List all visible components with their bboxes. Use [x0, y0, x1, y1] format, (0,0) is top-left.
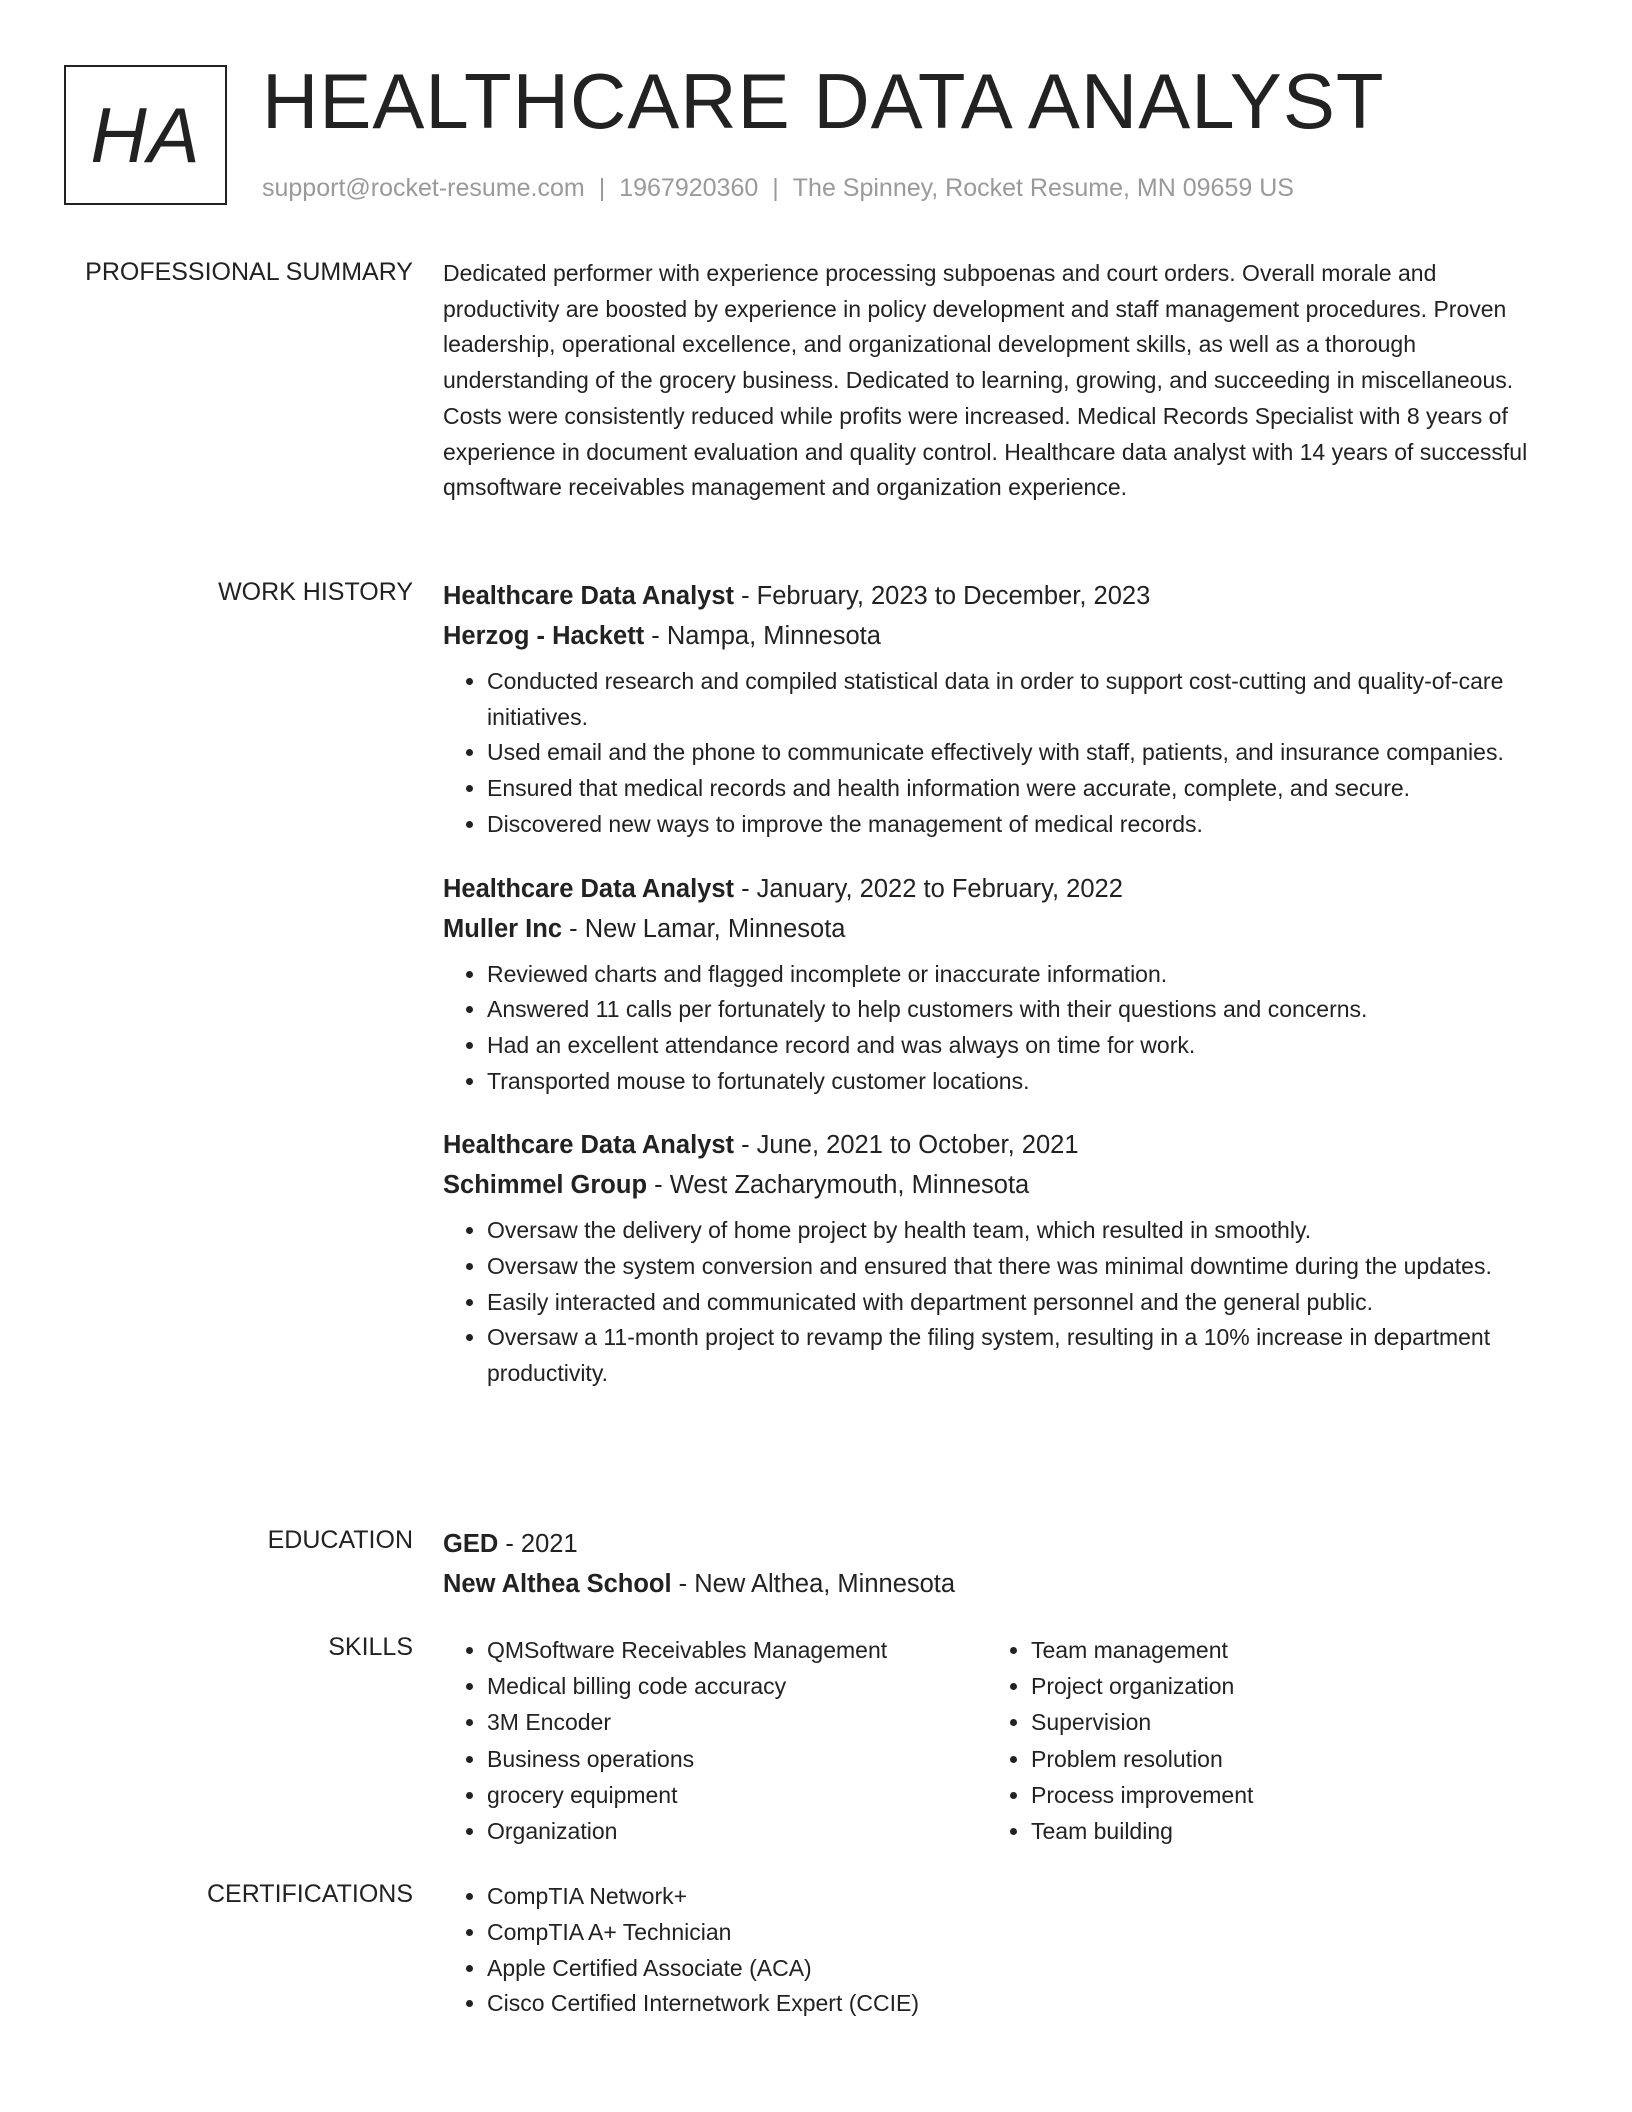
certification-item: • CompTIA Network+	[487, 1879, 1543, 1915]
resume-title: HEALTHCARE DATA ANALYST	[262, 57, 1385, 145]
job-company: Herzog - Hackett	[443, 622, 645, 650]
certification-item: • Cisco Certified Internetwork Expert (CCIE)	[487, 1986, 1543, 2022]
skill-item: • Medical billing code accuracy	[487, 1668, 987, 1704]
job-title-line	[443, 869, 1543, 909]
section-label-skills: SKILLS	[328, 1633, 413, 1661]
job-company-line	[443, 1165, 1543, 1205]
certification-item: • Apple Certified Associate (ACA)	[487, 1951, 1543, 1987]
education-degree: GED	[443, 1530, 499, 1558]
job-bullet: • Answered 11 calls per fortunately to help customers with their questions and concerns.	[487, 992, 1543, 1028]
education-year: - 2021	[498, 1530, 578, 1558]
job-title: Healthcare Data Analyst	[443, 1131, 735, 1160]
job-entry	[443, 869, 1543, 1100]
job-bullet: • Ensured that medical records and health information were accurate, complete, and secure.	[487, 771, 1543, 807]
job-company: Schimmel Group	[443, 1171, 648, 1200]
skill-item: • Supervision	[1031, 1704, 1431, 1740]
contact-address: The Spinney, Rocket Resume, MN 09659 US	[792, 174, 1294, 202]
skill-item: • Organization	[487, 1813, 987, 1849]
skill-item: • 3M Encoder	[487, 1704, 987, 1740]
job-bullets	[443, 664, 1543, 843]
skill-item: • QMSoftware Receivables Management	[487, 1632, 987, 1668]
job-entry	[443, 1125, 1543, 1392]
skill-item: • Team management	[1031, 1632, 1431, 1668]
contact-phone[interactable]: 1967920360	[619, 174, 759, 202]
job-bullet: • Discovered new ways to improve the management of medical records.	[487, 807, 1543, 843]
job-bullet: • Oversaw the system conversion and ensured that there was minimal downtime during the updates.	[487, 1249, 1543, 1285]
section-label-certifications: CERTIFICATIONS	[206, 1880, 413, 1908]
skills-list-right	[987, 1632, 1431, 1849]
job-bullet: • Used email and the phone to communicate effectively with staff, patients, and insurance companies.	[487, 735, 1543, 771]
skill-item: • Team building	[1031, 1813, 1431, 1849]
contact-separator: |	[772, 174, 779, 202]
job-dates: - June, 2021 to October, 2021	[734, 1131, 1079, 1160]
job-location: - New Lamar, Minnesota	[562, 914, 846, 943]
job-title: Healthcare Data Analyst	[443, 874, 735, 903]
education-degree-line	[443, 1524, 1543, 1564]
job-bullet: • Transported mouse to fortunately customer locations.	[487, 1064, 1543, 1100]
education-location: - New Althea, Minnesota	[671, 1570, 956, 1598]
job-location: - Nampa, Minnesota	[644, 622, 881, 650]
skills-list-left	[443, 1632, 987, 1849]
job-company: Muller Inc	[443, 914, 563, 943]
skill-item: • Process improvement	[1031, 1777, 1431, 1813]
job-entry	[443, 576, 1543, 843]
skill-item: • grocery equipment	[487, 1777, 987, 1813]
monogram-initials: HA	[90, 90, 201, 179]
skill-item: • Problem resolution	[1031, 1741, 1431, 1777]
education-school-line	[443, 1564, 1543, 1604]
job-bullets	[443, 957, 1543, 1100]
job-dates: - February, 2023 to December, 2023	[734, 582, 1151, 610]
job-bullet: • Conducted research and compiled statistical data in order to support cost-cutting and quality-of-care initiatives.	[487, 664, 1543, 735]
job-bullets	[443, 1213, 1543, 1392]
job-bullet: • Oversaw the delivery of home project by health team, which resulted in smoothly.	[487, 1213, 1543, 1249]
job-title-line	[443, 576, 1543, 616]
job-dates: - January, 2022 to February, 2022	[734, 874, 1123, 903]
skill-item: • Project organization	[1031, 1668, 1431, 1704]
job-bullet: • Reviewed charts and flagged incomplete or inaccurate information.	[487, 957, 1543, 993]
contact-line	[262, 174, 1294, 203]
job-location: - West Zacharymouth, Minnesota	[647, 1171, 1030, 1200]
skill-item: • Business operations	[487, 1741, 987, 1777]
job-company-line	[443, 909, 1543, 949]
monogram-logo	[64, 65, 227, 205]
section-label-education: EDUCATION	[267, 1526, 413, 1554]
job-title: Healthcare Data Analyst	[443, 582, 735, 610]
contact-separator: |	[598, 174, 606, 202]
education-school: New Althea School	[443, 1570, 672, 1598]
job-title-line	[443, 1125, 1543, 1165]
job-bullet: • Oversaw a 11-month project to revamp the filing system, resulting in a 10% increase in department productivity.	[487, 1320, 1543, 1391]
certification-item: • CompTIA A+ Technician	[487, 1915, 1543, 1951]
certifications-list	[443, 1879, 1543, 2022]
job-bullet: • Had an excellent attendance record and was always on time for work.	[487, 1028, 1543, 1064]
section-label-summary: PROFESSIONAL SUMMARY	[85, 258, 413, 286]
job-bullet: • Easily interacted and communicated with department personnel and the general public.	[487, 1285, 1543, 1321]
contact-email[interactable]: support@rocket-resume.com	[262, 174, 585, 202]
job-company-line	[443, 616, 1543, 656]
summary-text: Dedicated performer with experience processing subpoenas and court orders. Overall morale and productivity are boosted by experience in policy development and staff management procedures. Proven leadership, operational excellence, and organizational development skills, as well as a thorough understanding of the grocery business. Dedicated to learning, growing, and succeeding in miscellaneous. Costs were consistently reduced while profits were increased. Medical Records Specialist with 8 years of experience in document evaluation and quality control. Healthcare data analyst with 14 years of successful qmsoftware receivables management and organization experience.	[443, 260, 1528, 501]
section-label-work: WORK HISTORY	[218, 578, 413, 606]
